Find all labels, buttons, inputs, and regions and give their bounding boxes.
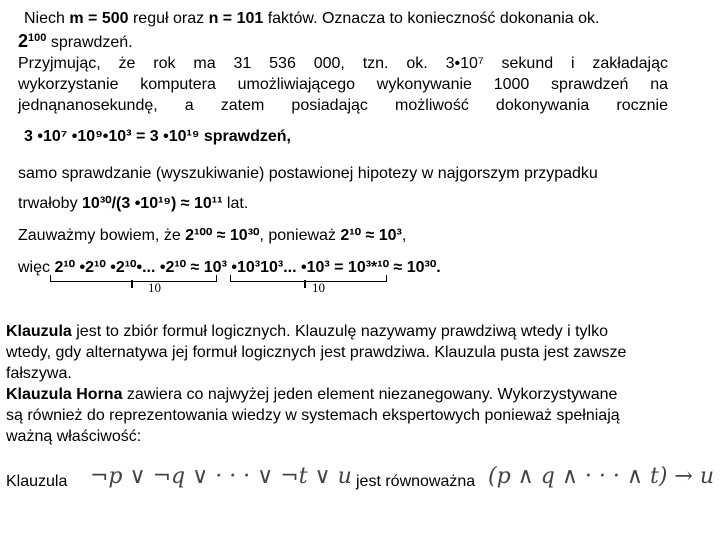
- bottom-label-mid: jest równoważna: [356, 473, 476, 490]
- line-duration: [18, 194, 248, 214]
- underbrace-1-label: 10: [148, 280, 161, 295]
- m-value: m = 500: [69, 10, 129, 27]
- klauzula-text: zawiera co najwyżej jeden element niezanegowany. Wykorzystywane: [122, 386, 618, 403]
- power-base: 2: [18, 31, 29, 51]
- line-duration-text: lat.: [222, 195, 249, 212]
- note-text: , ponieważ: [259, 227, 341, 244]
- klauzula-line-6: ważną właściwość:: [6, 428, 142, 445]
- term-klauzula-horna: Klauzula Horna: [6, 386, 123, 403]
- note-formula: 2¹⁰ ≈ 10³: [340, 227, 402, 244]
- duration-formula: 10³⁰/(3 •10¹⁹) ≈ 10¹¹: [82, 195, 223, 212]
- expand-formula: 2¹⁰ •2¹⁰ •2¹⁰•... •2¹⁰ ≈ 10³ •10³10³... •10³ = 10³*¹⁰ ≈ 10³⁰.: [54, 259, 441, 276]
- klauzula-line-3: fałszywa.: [6, 365, 72, 382]
- formula-disjunction: ¬p ∨ ¬q ∨ · · · ∨ ¬t ∨ u: [90, 464, 352, 489]
- underbrace-1: [50, 275, 217, 282]
- n-value: n = 101: [208, 10, 264, 27]
- line-note: [18, 226, 406, 246]
- underbrace-2-label: 10: [312, 280, 325, 295]
- klauzula-line-2: wtedy, gdy alternatywa jej formuł logicznych jest prawdziwa. Klauzula pusta jest zawsze: [6, 344, 627, 361]
- klauzula-text: jest to zbiór formuł logicznych. Klauzulę nazywamy prawdziwą wtedy i tylko: [71, 323, 609, 340]
- intro-line-2: [18, 31, 133, 53]
- expand-text: więc: [18, 259, 55, 276]
- intro-text: Niech: [24, 10, 70, 27]
- line-search: samo sprawdzanie (wyszukiwanie) postawionej hipotezy w najgorszym przypadku: [18, 165, 598, 182]
- note-text: Zauważmy bowiem, że: [18, 227, 186, 244]
- underbrace-2-tick: [304, 280, 306, 288]
- intro-paragraph-line-2: wykorzystanie komputera umożliwiającego wykonywanie 1000 sprawdzeń na: [18, 76, 668, 93]
- underbrace-1-tick: [131, 280, 133, 288]
- bottom-label-left: Klauzula: [6, 473, 68, 490]
- formula-yearly-checks: 3 •10⁷ •10⁹•10³ = 3 •10¹⁹ sprawdzeń,: [24, 128, 291, 145]
- intro-paragraph-line-1: Przyjmując, że rok ma 31 536 000, tzn. ok. 3•10⁷ sekund i zakładając: [18, 55, 668, 72]
- note-formula: 2¹⁰⁰ ≈ 10³⁰: [185, 227, 260, 244]
- klauzula-line-1: [6, 322, 712, 343]
- line-duration-text: trwałoby: [18, 195, 83, 212]
- note-text: ,: [401, 227, 407, 244]
- intro-text: reguł oraz: [128, 10, 209, 27]
- klauzula-line-4: [6, 385, 712, 406]
- formula-implication: (p ∧ q ∧ · · · ∧ t) → u: [488, 464, 714, 489]
- intro-line-1: [24, 9, 599, 29]
- underbrace-2: [230, 275, 387, 282]
- power-exponent: 100: [28, 32, 47, 44]
- klauzula-line-5: są również do reprezentowania wiedzy w systemach ekspertowych ponieważ spełniają: [6, 407, 620, 424]
- term-klauzula: Klauzula: [6, 323, 72, 340]
- intro-text: faktów. Oznacza to konieczność dokonania ok.: [263, 10, 600, 27]
- intro-paragraph-line-3: jednąnanosekundę, a zatem posiadając możliwość dokonywania rocznie: [18, 97, 668, 114]
- intro-text: sprawdzeń.: [46, 34, 133, 51]
